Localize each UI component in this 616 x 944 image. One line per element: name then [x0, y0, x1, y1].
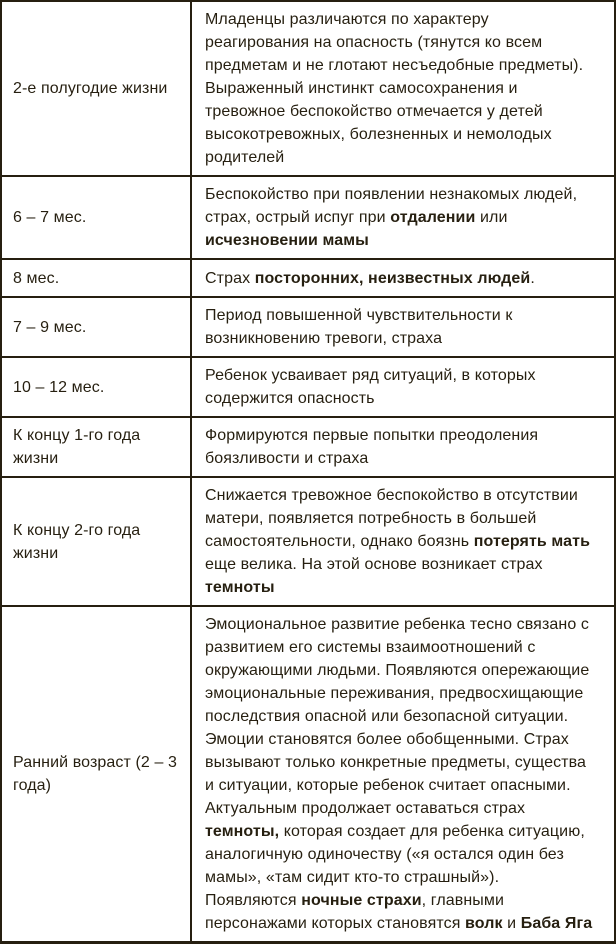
description-segment-bold: потерять мать: [473, 533, 591, 550]
age-cell: К концу 1-го года жизни: [1, 417, 191, 477]
age-cell: 10 – 12 мес.: [1, 357, 191, 417]
table-row: [1, 1, 615, 176]
table-row: [1, 357, 615, 417]
table-row: [1, 417, 615, 477]
description-segment: Эмоциональное развитие ребенка тесно связано с развитием его системы взаимоотношений с окружающими людьми. Появляются опережающие эмоциональные переживания, предвосхищающие последствия опасной или безопасной ситуации. Эмоции становятся более обобщенными. Страх вызывают только конкретные предметы, существа и ситуации, которые ребенок считает опасными. Актуальным продолжает оставаться страх: [205, 616, 590, 817]
description-cell: [191, 297, 615, 357]
age-cell: 6 – 7 мес.: [1, 176, 191, 259]
age-cell: К концу 2-го года жизни: [1, 477, 191, 606]
table-row: [1, 176, 615, 259]
description-segment: еще велика. На этой основе возникает страх: [205, 556, 543, 573]
description-cell: [191, 357, 615, 417]
description-segment: Страх: [205, 269, 255, 287]
description-segment-bold: исчезновении мамы: [205, 232, 369, 249]
description-segment: Период повышенной чувствительности к возникновению тревоги, страха: [205, 307, 513, 347]
description-segment: или: [475, 209, 508, 226]
description-segment-bold: Баба Яга: [520, 915, 593, 932]
description-cell: [191, 606, 615, 943]
age-cell: Ранний возраст (2 – 3 года): [1, 606, 191, 943]
description-segment-bold: темноты: [205, 579, 275, 596]
description-segment: которая создает для ребенка ситуацию, аналогичную одиночеству («я остался один без мамы», «там сидит кто-то страшный»). Появляются: [205, 823, 585, 909]
table-row: [1, 606, 615, 943]
description-segment: Младенцы различаются по характеру реагирования на опасность (тянутся ко всем предметам и не глотают несъедобные предметы). Выраженный инстинкт самосохранения и тревожное беспокойство отмечается у детей высокотревожных, болезненных и немолодых родителей: [205, 11, 584, 166]
description-segment-bold: волк: [465, 915, 503, 932]
description-cell: [191, 259, 615, 297]
description-segment: .: [530, 269, 535, 287]
age-cell: 8 мес.: [1, 259, 191, 297]
description-segment: Снижается тревожное беспокойство в отсутствии матери, появляется потребность в большей самостоятельности, однако боязнь: [205, 487, 578, 550]
description-segment: Ребенок усваивает ряд ситуаций, в которых содержится опасность: [205, 367, 536, 407]
table-row: [1, 297, 615, 357]
description-segment-bold: темноты,: [205, 823, 280, 840]
description-cell: [191, 477, 615, 606]
description-cell: [191, 176, 615, 259]
description-cell: [191, 1, 615, 176]
description-segment-bold: посторонних, неизвестных людей: [254, 269, 531, 287]
description-segment: Беспокойство при появлении незнакомых людей, страх, острый испуг при: [205, 186, 578, 226]
table-row: [1, 477, 615, 606]
table-row: [1, 259, 615, 297]
description-segment: Формируются первые попытки преодоления боязливости и страха: [205, 427, 539, 467]
table-body: [1, 1, 615, 943]
age-cell: 7 – 9 мес.: [1, 297, 191, 357]
age-cell: 2-е полугодие жизни: [1, 1, 191, 176]
description-cell: [191, 417, 615, 477]
description-segment-bold: отдалении: [390, 209, 476, 226]
description-segment-bold: ночные страхи: [301, 892, 422, 909]
description-segment: и: [502, 915, 521, 932]
description-segment: , главными персонажами которых становятся: [205, 892, 505, 932]
